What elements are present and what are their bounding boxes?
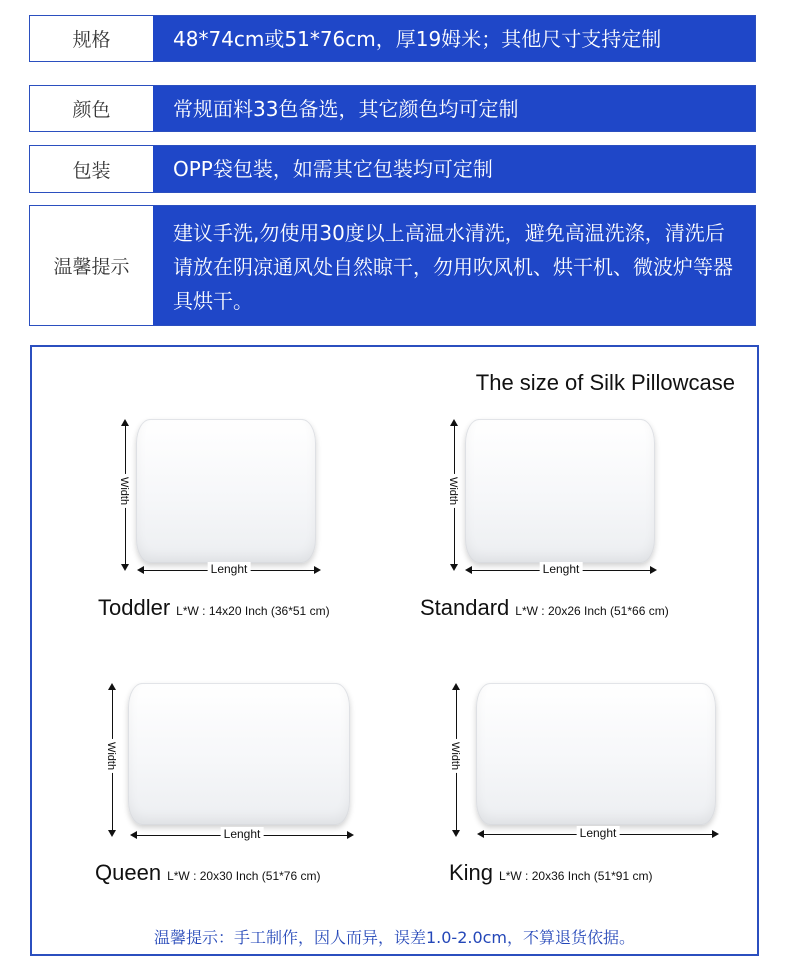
size-name: King (449, 860, 494, 885)
size-name: Queen (95, 860, 162, 885)
size-name: Toddler (98, 595, 171, 620)
spec-label: 颜色 (30, 86, 153, 131)
size-caption (98, 595, 330, 621)
size-standard (392, 347, 757, 627)
width-label: Width (449, 739, 461, 773)
pillow-image (128, 683, 350, 825)
spec-label: 规格 (30, 16, 153, 61)
spec-value: OPP袋包装，如需其它包装均可定制 (153, 146, 755, 192)
size-dims: L*W : 20x26 Inch (51*66 cm) (515, 604, 669, 618)
pillow-image (465, 419, 655, 563)
pillow-image (476, 683, 716, 825)
width-label: Width (118, 474, 130, 508)
spec-row-packaging (29, 145, 756, 193)
length-label: Lenght (221, 827, 264, 841)
spec-value: 建议手洗,勿使用30度以上高温水清洗，避免高温洗涤，清洗后请放在阴凉通风处自然晾干，勿用吹风机、烘干机、微波炉等器具烘干。 (153, 206, 755, 325)
width-label: Width (105, 739, 117, 773)
size-chart (30, 345, 759, 956)
spec-value: 48*74cm或51*76cm，厚19姆米；其他尺寸支持定制 (153, 16, 755, 61)
spec-label: 温馨提示 (30, 206, 153, 325)
size-queen (32, 667, 392, 947)
size-caption (95, 860, 320, 886)
length-label: Lenght (208, 562, 251, 576)
width-label: Width (447, 474, 459, 508)
size-dims: L*W : 20x30 Inch (51*76 cm) (167, 869, 321, 883)
size-dims: L*W : 14x20 Inch (36*51 cm) (176, 604, 330, 618)
spec-row-size (29, 15, 756, 62)
length-label: Lenght (577, 826, 620, 840)
size-caption (420, 595, 669, 621)
spec-row-color (29, 85, 756, 132)
spec-row-care-tips (29, 205, 756, 326)
size-chart-title: The size of Silk Pillowcase (475, 370, 735, 395)
tolerance-note: 温馨提示：手工制作，因人而异，误差1.0-2.0cm，不算退货依据。 (153, 928, 636, 947)
size-dims: L*W : 20x36 Inch (51*91 cm) (499, 869, 653, 883)
spec-value: 常规面料33色备选，其它颜色均可定制 (153, 86, 755, 131)
pillow-image (136, 419, 316, 563)
size-toddler (32, 347, 392, 627)
spec-label: 包装 (30, 146, 153, 192)
size-name: Standard (420, 595, 510, 620)
length-label: Lenght (540, 562, 583, 576)
size-caption (449, 860, 652, 886)
size-king (392, 667, 757, 947)
